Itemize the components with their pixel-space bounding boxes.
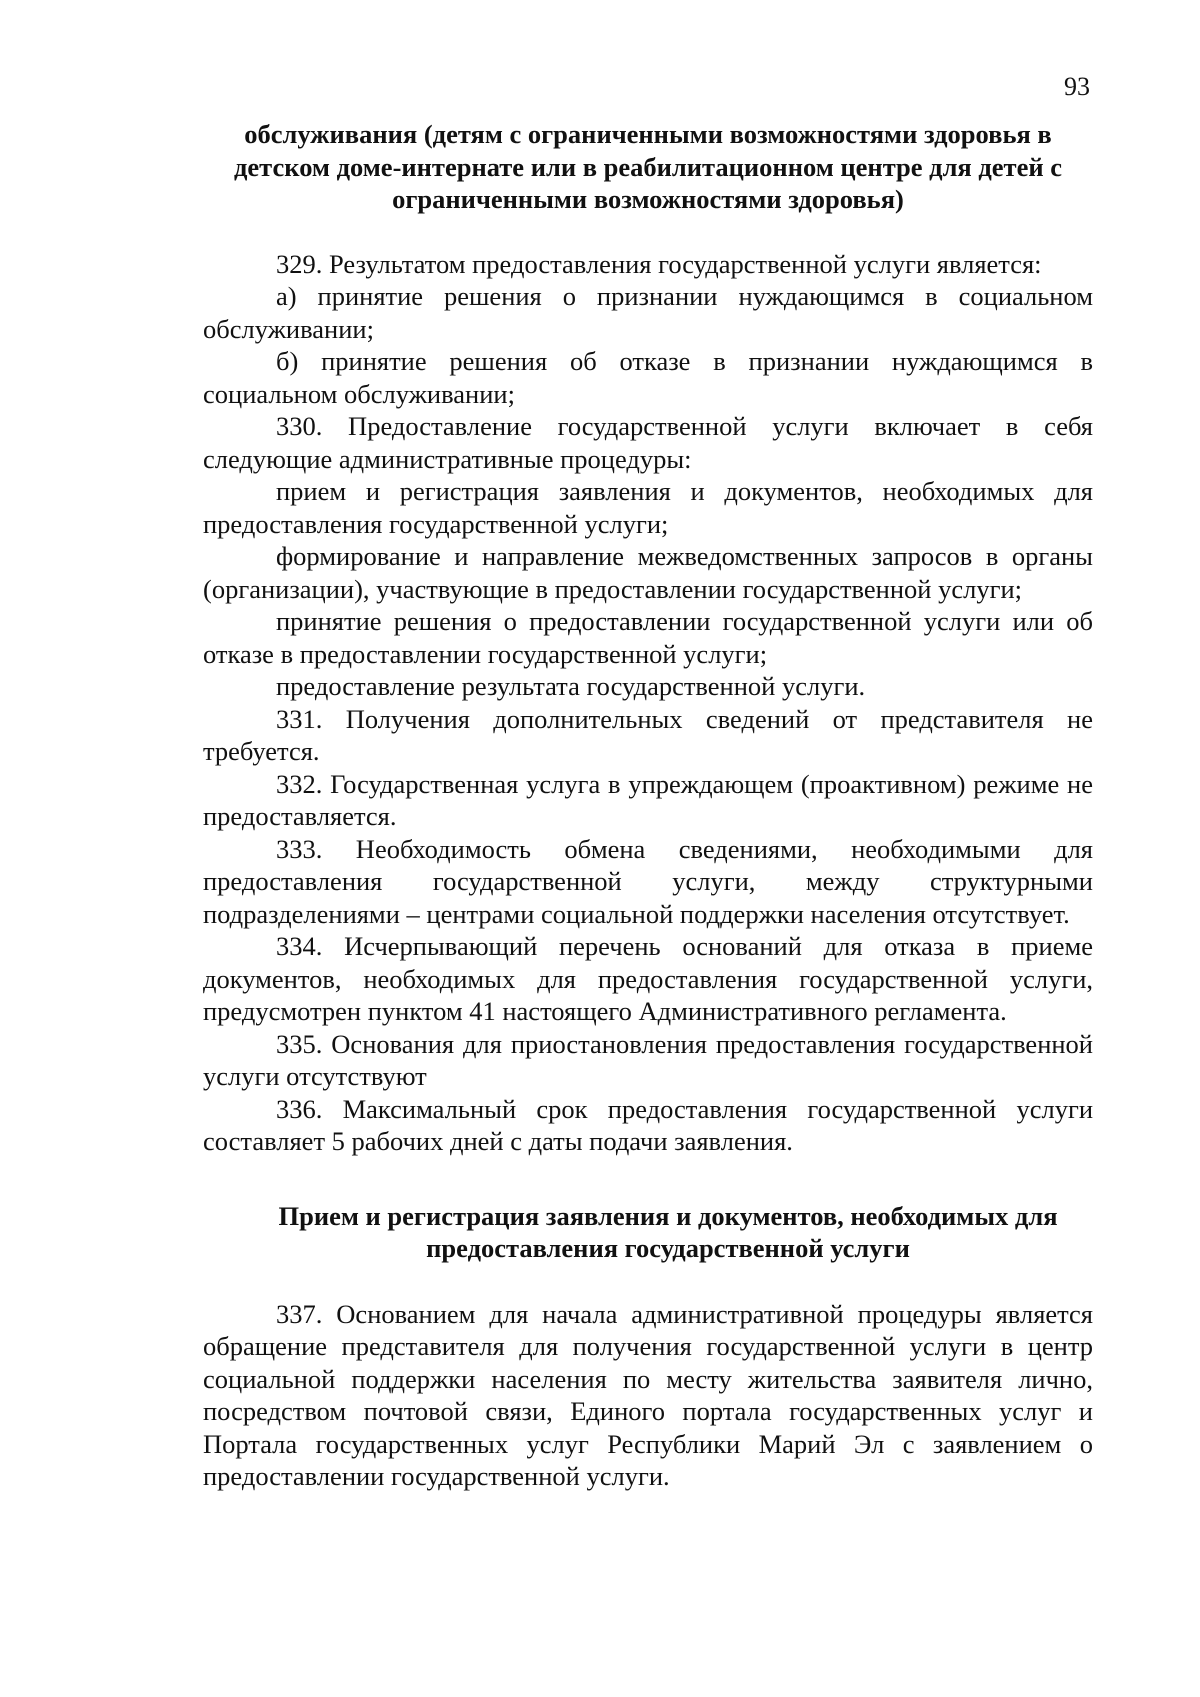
paragraph-335: 335. Основания для приостановления предоставления государственной услуги отсутствуют	[203, 1028, 1093, 1091]
paragraph-330-item-1: прием и регистрация заявления и документов, необходимых для предоставления государственной услуги;	[203, 476, 1093, 539]
paragraph-331: 331. Получения дополнительных сведений от представителя не требуется.	[203, 703, 1093, 766]
paragraph-329: 329. Результатом предоставления государственной услуги является:	[276, 248, 1042, 279]
page-number: 93	[1064, 72, 1090, 101]
paragraph-330: 330. Предоставление государственной услуги включает в себя следующие административные процедуры:	[203, 411, 1093, 474]
paragraph-329-a: а) принятие решения о признании нуждающимся в социальном обслуживании;	[203, 281, 1093, 344]
paragraph-337: 337. Основанием для начала административной процедуры является обращение представителя для получения государственной услуги в центр социальной поддержки населения по месту жительства заявителя лично, посредством почтовой связи, Единого портала государственных услуг и Портала государственных услуг Республики Марий Эл с заявлением о предоставлении государственной услуги.	[203, 1298, 1093, 1491]
paragraph-336: 336. Максимальный срок предоставления государственной услуги составляет 5 рабочих дней с даты подачи заявления.	[203, 1093, 1093, 1156]
document-body	[203, 118, 1093, 1493]
paragraph-330-item-3: принятие решения о предоставлении государственной услуги или об отказе в предоставлении государственной услуги;	[203, 606, 1093, 669]
paragraph-330-item-4: предоставление результата государственной услуги.	[276, 671, 866, 701]
section-heading-reception: Прием и регистрация заявления и документов, необходимых для предоставления государственной услуги	[278, 1200, 1058, 1263]
paragraph-332: 332. Государственная услуга в упреждающем (проактивном) режиме не предоставляется.	[203, 768, 1093, 831]
paragraph-333: 333. Необходимость обмена сведениями, необходимыми для предоставления государственной услуги, между структурными подразделениями – центрами социальной поддержки населения отсутствует.	[203, 833, 1093, 929]
paragraph-334: 334. Исчерпывающий перечень оснований для отказа в приеме документов, необходимых для предоставления государственной услуги, предусмотрен пунктом 41 настоящего Административного регламента.	[203, 931, 1093, 1026]
section-heading-continued: обслуживания (детям с ограниченными возможностями здоровья в детском доме-интернате или в реабилитационном центре для детей с ограниченными возможностями здоровья)	[234, 119, 1062, 214]
paragraph-329-b: б) принятие решения об отказе в признании нуждающимся в социальном обслуживании;	[203, 346, 1093, 409]
paragraph-330-item-2: формирование и направление межведомственных запросов в органы (организации), участвующие в предоставлении государственной услуги;	[203, 541, 1093, 604]
